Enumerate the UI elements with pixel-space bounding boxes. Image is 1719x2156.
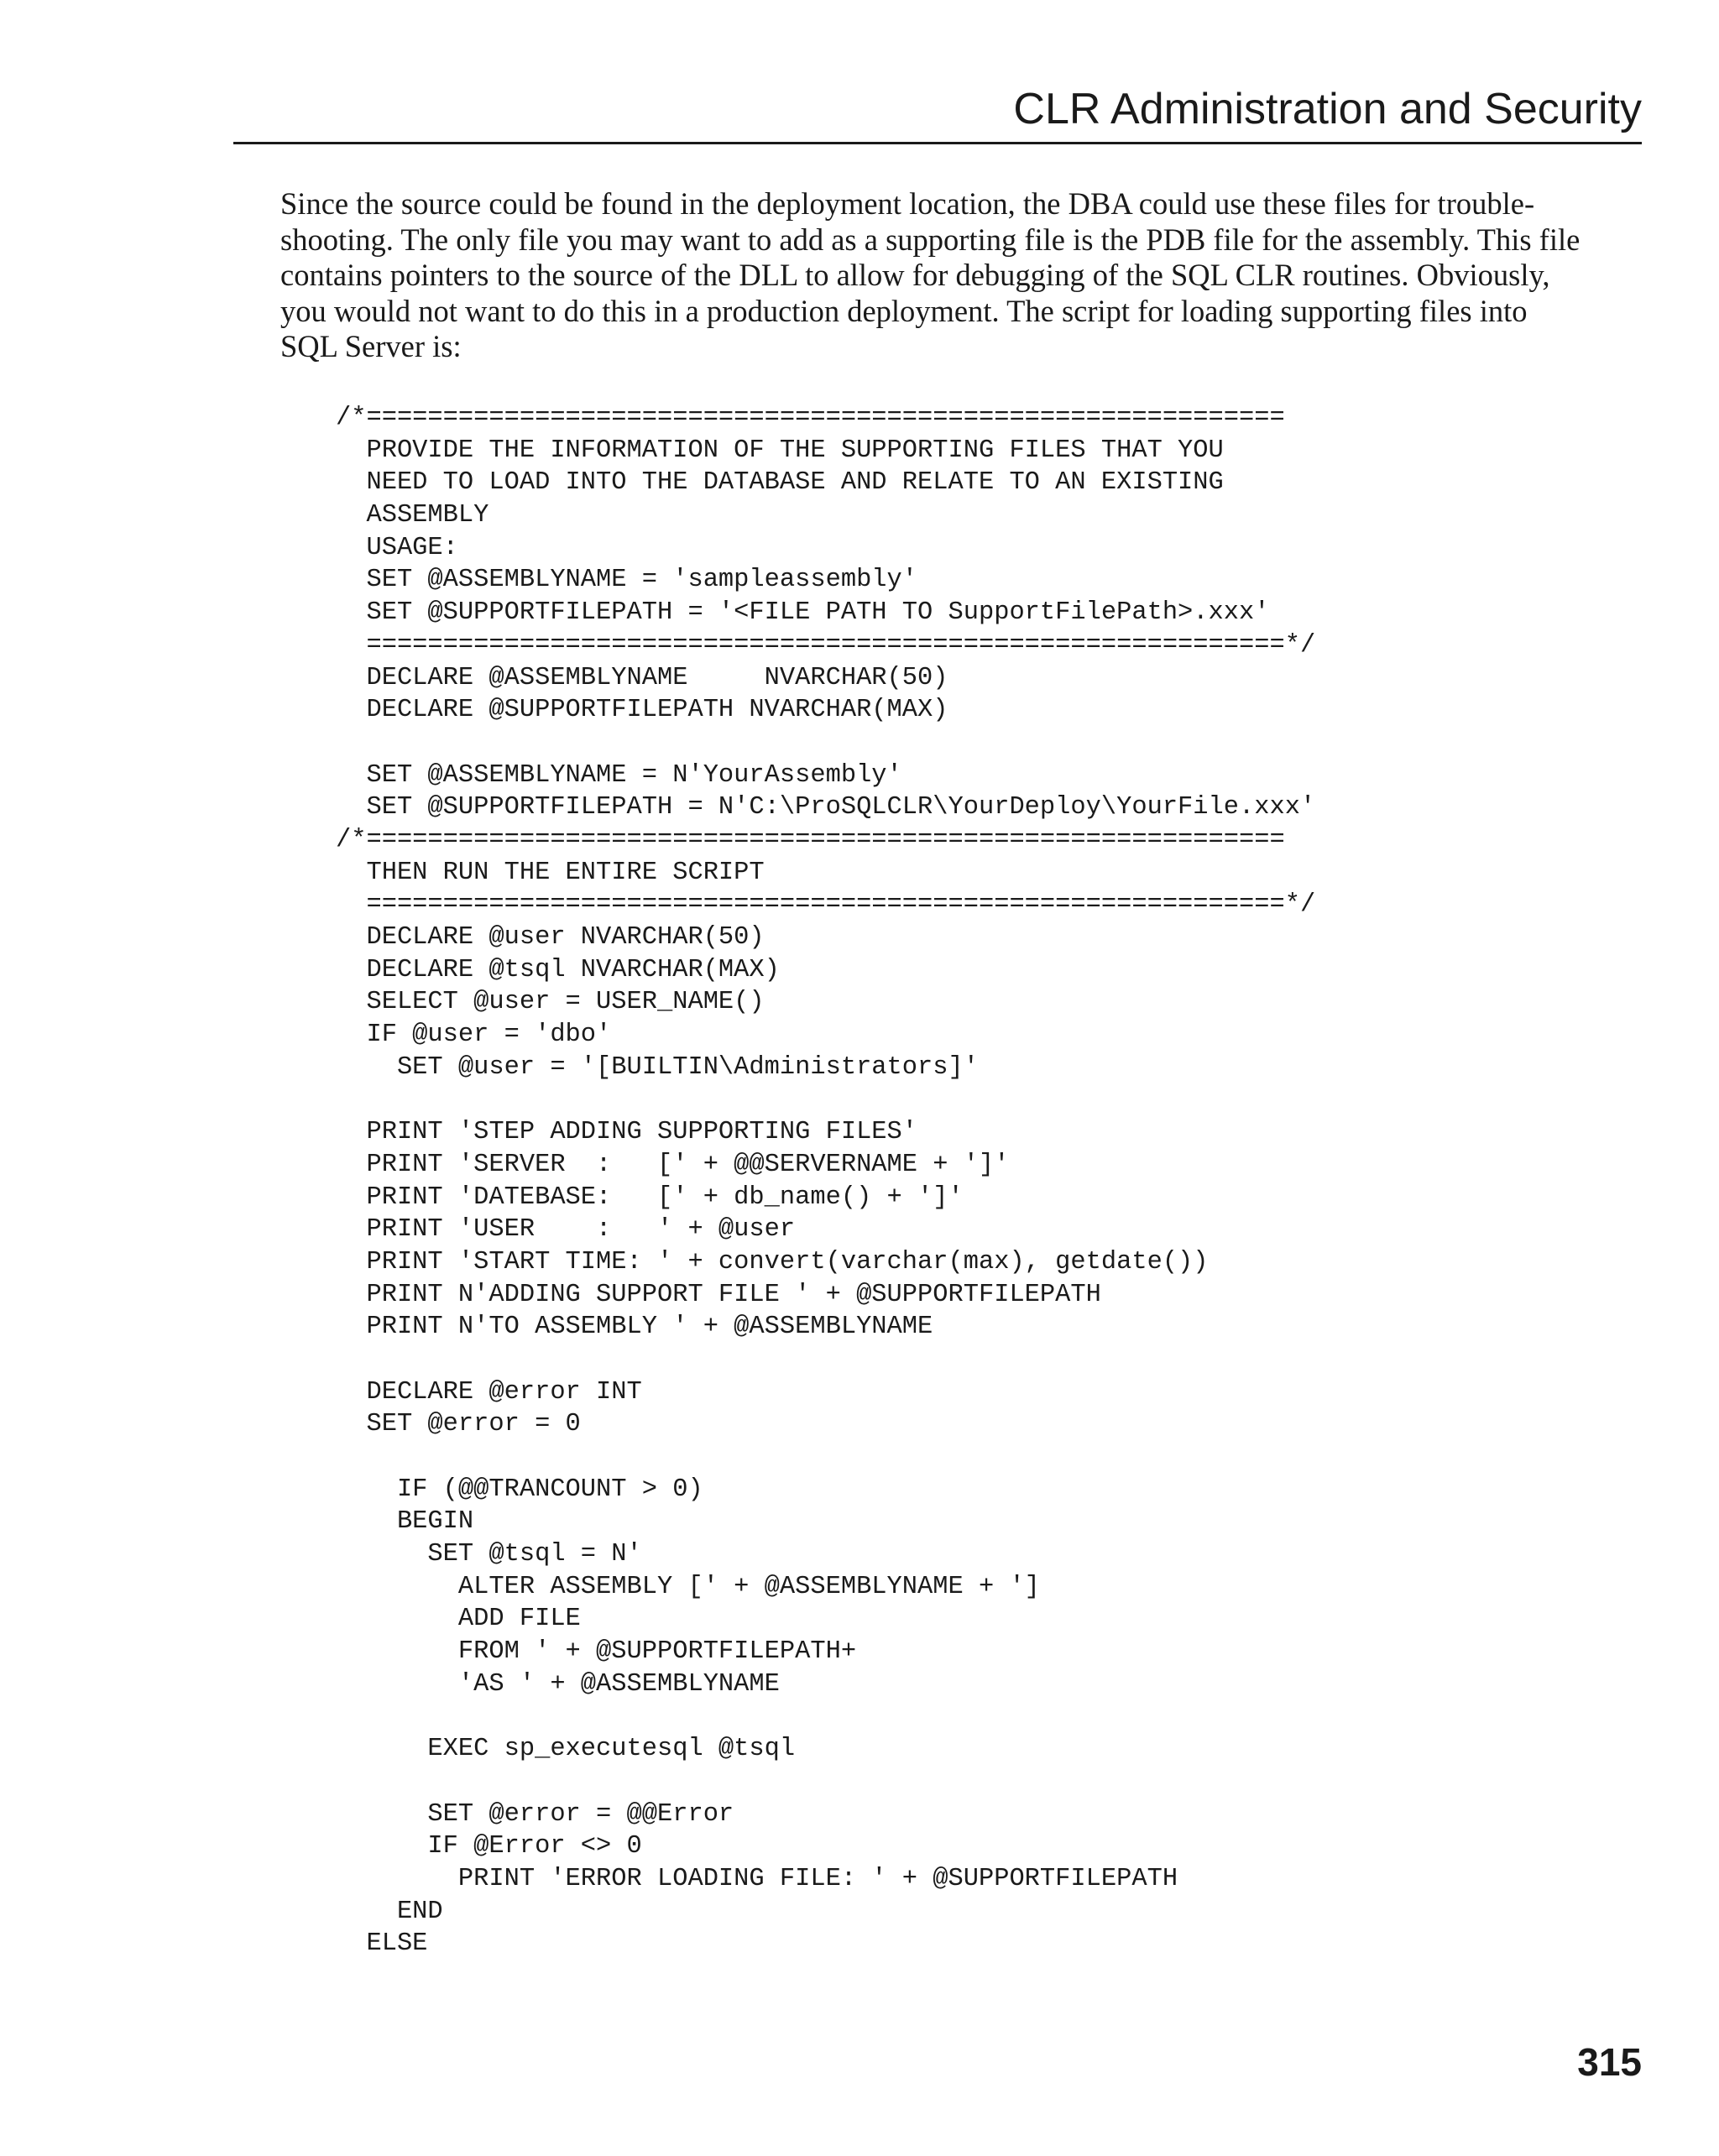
code-line: DECLARE @ASSEMBLYNAME NVARCHAR(50) xyxy=(336,663,948,692)
code-listing xyxy=(336,402,1315,1960)
code-line: END xyxy=(336,1897,443,1926)
code-line: IF @user = 'dbo' xyxy=(336,1021,612,1050)
code-line: SET @error = 0 xyxy=(336,1410,581,1439)
code-line: BEGIN xyxy=(336,1507,474,1537)
code-line: SET @SUPPORTFILEPATH = '<FILE PATH TO SupportFilePath>.xxx' xyxy=(336,598,1270,628)
paragraph-line: Since the source could be found in the deployment location, the DBA could use these files for trouble- xyxy=(280,186,1535,221)
code-line: DECLARE @error INT xyxy=(336,1377,642,1407)
code-line: PRINT 'STEP ADDING SUPPORTING FILES' xyxy=(336,1118,918,1147)
paragraph-line: SQL Server is: xyxy=(280,329,462,363)
code-line: THEN RUN THE ENTIRE SCRIPT xyxy=(336,858,765,887)
code-line: SET @error = @@Error xyxy=(336,1799,734,1829)
code-line: PRINT 'DATEBASE: [' + db_name() + ']' xyxy=(336,1182,964,1212)
code-line: PROVIDE THE INFORMATION OF THE SUPPORTING FILES THAT YOU xyxy=(336,436,1224,465)
code-line: SET @SUPPORTFILEPATH = N'C:\ProSQLCLR\YourDeploy\YourFile.xxx' xyxy=(336,793,1316,822)
code-line: NEED TO LOAD INTO THE DATABASE AND RELATE TO AN EXISTING xyxy=(336,468,1224,498)
running-header-title: CLR Administration and Security xyxy=(1013,85,1642,133)
code-line: /*============================================================ xyxy=(336,404,1285,432)
code-line xyxy=(336,1766,1315,1798)
code-line xyxy=(336,727,1315,760)
paragraph-line: you would not want to do this in a production deployment. The script for loading supporting files into xyxy=(280,293,1528,328)
code-line: IF (@@TRANCOUNT > 0) xyxy=(336,1475,703,1504)
code-line: EXEC sp_executesql @tsql xyxy=(336,1735,796,1764)
code-line xyxy=(336,1441,1315,1474)
code-line: DECLARE @tsql NVARCHAR(MAX) xyxy=(336,955,780,984)
code-line: PRINT 'USER : ' + @user xyxy=(336,1215,796,1245)
code-line: PRINT N'TO ASSEMBLY ' + @ASSEMBLYNAME xyxy=(336,1313,933,1342)
code-line: ============================================================*/ xyxy=(336,630,1316,660)
code-line: PRINT 'ERROR LOADING FILE: ' + @SUPPORTFILEPATH xyxy=(336,1864,1178,1893)
paragraph-line: shooting. The only file you may want to add as a supporting file is the PDB file for the assembly. This file xyxy=(280,222,1581,257)
body-paragraph xyxy=(280,186,1642,365)
code-line: FROM ' + @SUPPORTFILEPATH+ xyxy=(336,1637,857,1667)
code-line xyxy=(336,1701,1315,1734)
code-line: DECLARE @user NVARCHAR(50) xyxy=(336,923,765,952)
code-line: PRINT 'SERVER : [' + @@SERVERNAME + ']' xyxy=(336,1150,1010,1179)
header-rule xyxy=(233,142,1642,144)
code-line: SET @ASSEMBLYNAME = 'sampleassembly' xyxy=(336,566,918,595)
code-line: IF @Error <> 0 xyxy=(336,1832,642,1861)
code-line: DECLARE @SUPPORTFILEPATH NVARCHAR(MAX) xyxy=(336,696,948,725)
code-line: USAGE: xyxy=(336,533,458,562)
code-line: /*============================================================ xyxy=(336,825,1285,854)
code-line: PRINT 'START TIME: ' + convert(varchar(max), getdate()) xyxy=(336,1247,1209,1276)
code-line: SET @user = '[BUILTIN\Administrators]' xyxy=(336,1052,979,1082)
code-line xyxy=(336,1344,1315,1376)
page-number: 315 xyxy=(1577,2040,1642,2084)
code-line xyxy=(336,1083,1315,1116)
code-line: SET @ASSEMBLYNAME = N'YourAssembly' xyxy=(336,760,902,790)
code-line: ALTER ASSEMBLY [' + @ASSEMBLYNAME + '] xyxy=(336,1572,1040,1601)
paragraph-line: contains pointers to the source of the DLL to allow for debugging of the SQL CLR routines. Obviously, xyxy=(280,258,1550,292)
code-line: SELECT @user = USER_NAME() xyxy=(336,988,765,1017)
code-line: ELSE xyxy=(336,1929,428,1959)
code-line: ASSEMBLY xyxy=(336,501,489,530)
code-line: 'AS ' + @ASSEMBLYNAME xyxy=(336,1669,780,1699)
code-line: PRINT N'ADDING SUPPORT FILE ' + @SUPPORTFILEPATH xyxy=(336,1280,1101,1309)
code-line: SET @tsql = N' xyxy=(336,1540,642,1569)
code-line: ADD FILE xyxy=(336,1605,581,1634)
code-line: ============================================================*/ xyxy=(336,890,1316,920)
